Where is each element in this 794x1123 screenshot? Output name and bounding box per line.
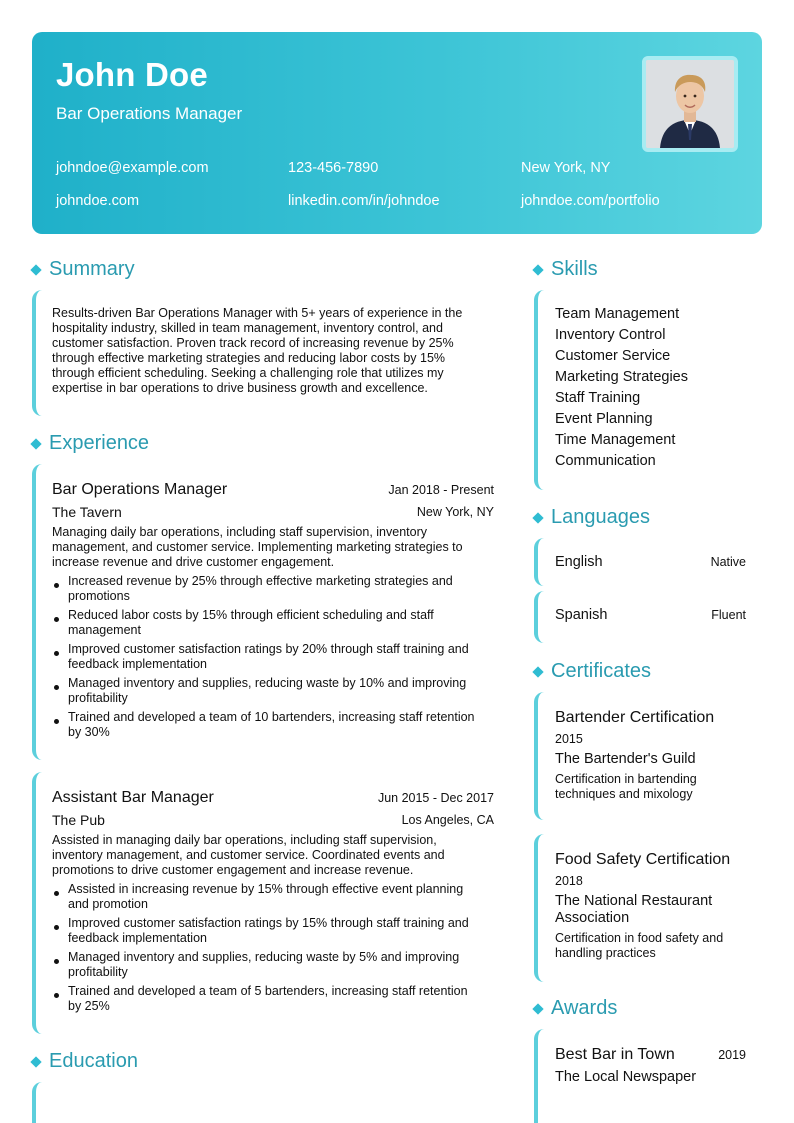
list-item: Improved customer satisfaction ratings by 15% through staff training and feedback implementation (52, 916, 494, 946)
contact-email[interactable]: johndoe@example.com (56, 160, 209, 176)
award-name: Best Bar in Town (555, 1046, 675, 1063)
certificates-heading: Certificates (533, 660, 651, 683)
diamond-icon (30, 1056, 41, 1067)
skill-item: Marketing Strategies (555, 369, 688, 385)
language-entry (534, 591, 758, 643)
certificate-name: Bartender Certification (555, 709, 715, 726)
job-title: Assistant Bar Manager (52, 789, 214, 806)
job-description: Managing daily bar operations, including staff supervision, inventory management, and customer service. Implementing marketing strategies to increase revenue and drive customer engagement. (52, 525, 463, 569)
list-item: Managed inventory and supplies, reducing waste by 5% and improving profitability (52, 950, 494, 980)
list-item: Managed inventory and supplies, reducing waste by 10% and improving profitability (52, 676, 494, 706)
job-dates: Jun 2015 - Dec 2017 (377, 791, 494, 805)
job-dates: Jan 2018 - Present (388, 483, 494, 497)
skill-item: Customer Service (555, 348, 671, 364)
contact-phone[interactable]: 123-456-7890 (288, 160, 379, 176)
experience-heading: Experience (31, 432, 149, 455)
language-level: Native (710, 555, 746, 569)
certificate-issuer: The Bartender's Guild (555, 751, 696, 767)
diamond-icon (30, 438, 41, 449)
award-year: 2019 (718, 1048, 746, 1062)
diamond-icon (532, 1003, 543, 1014)
contact-location: New York, NY (521, 160, 611, 176)
list-item: Increased revenue by 25% through effective marketing strategies and promotions (52, 574, 494, 604)
certificate-year: 2018 (555, 874, 583, 888)
skills-heading: Skills (533, 258, 598, 281)
certificate-name: Food Safety Certification (555, 851, 731, 868)
contact-portfolio[interactable]: johndoe.com/portfolio (521, 193, 660, 209)
profile-photo (642, 56, 738, 152)
skill-item: Time Management (555, 432, 676, 448)
job-achievements (52, 574, 494, 744)
diamond-icon (532, 512, 543, 523)
language-name: Spanish (555, 607, 608, 623)
summary-heading: Summary (31, 258, 135, 281)
job-company: The Tavern (52, 504, 122, 520)
diamond-icon (532, 264, 543, 275)
awards-heading: Awards (533, 997, 617, 1020)
certificate-description: Certification in bartending techniques and mixology (555, 772, 697, 801)
certificate-year: 2015 (555, 732, 583, 746)
language-entry (534, 538, 758, 586)
job-description: Assisted in managing daily bar operations, including staff supervision, inventory management, and customer service. Coordinated events and promotions to drive customer engagement and increase revenue. (52, 833, 445, 877)
diamond-icon (532, 666, 543, 677)
certificate-entry (534, 692, 758, 820)
contact-website[interactable]: johndoe.com (56, 193, 140, 209)
summary-card (32, 290, 494, 416)
certificate-entry (534, 834, 758, 982)
candidate-name: John Doe (56, 56, 208, 93)
language-name: English (555, 554, 603, 570)
education-card (32, 1082, 494, 1123)
skills-card (534, 290, 758, 490)
experience-entry (32, 772, 494, 1034)
job-achievements (52, 882, 494, 1018)
skill-item: Team Management (555, 306, 680, 322)
avatar-image (646, 60, 734, 148)
skill-item: Event Planning (555, 411, 653, 427)
experience-entry (32, 464, 494, 760)
contact-linkedin[interactable]: linkedin.com/in/johndoe (288, 193, 440, 209)
candidate-title: Bar Operations Manager (56, 104, 243, 123)
job-title: Bar Operations Manager (52, 481, 228, 498)
certificate-issuer: The National Restaurant Association (555, 893, 713, 926)
job-company: The Pub (52, 812, 105, 828)
list-item: Improved customer satisfaction ratings by 20% through staff training and feedback implementation (52, 642, 494, 672)
diamond-icon (30, 264, 41, 275)
award-issuer: The Local Newspaper (555, 1069, 697, 1085)
summary-text: Results-driven Bar Operations Manager with 5+ years of experience in the hospitality industry, skilled in team management, inventory control, and customer satisfaction. Proven track record of increasing revenue by 25% through effective marketing strategies and reducing labor costs by 15% through efficient scheduling. Seeking a challenging role that utilizes my expertise in bar operations to drive business growth and excellence. (52, 306, 463, 395)
award-entry (534, 1029, 758, 1123)
languages-heading: Languages (533, 506, 650, 529)
certificate-description: Certification in food safety and handling practices (555, 931, 724, 960)
list-item: Trained and developed a team of 10 bartenders, increasing staff retention by 30% (52, 710, 494, 740)
skill-item: Communication (555, 453, 656, 469)
list-item: Assisted in increasing revenue by 15% through effective event planning and promotion (52, 882, 494, 912)
list-item: Reduced labor costs by 15% through efficient scheduling and staff management (52, 608, 494, 638)
resume-header (32, 32, 762, 234)
education-heading: Education (31, 1050, 138, 1073)
job-location: New York, NY (416, 505, 494, 519)
list-item: Trained and developed a team of 5 bartenders, increasing staff retention by 25% (52, 984, 494, 1014)
skill-item: Staff Training (555, 390, 641, 406)
skill-item: Inventory Control (555, 327, 666, 343)
job-location: Los Angeles, CA (401, 813, 494, 827)
language-level: Fluent (711, 608, 746, 622)
